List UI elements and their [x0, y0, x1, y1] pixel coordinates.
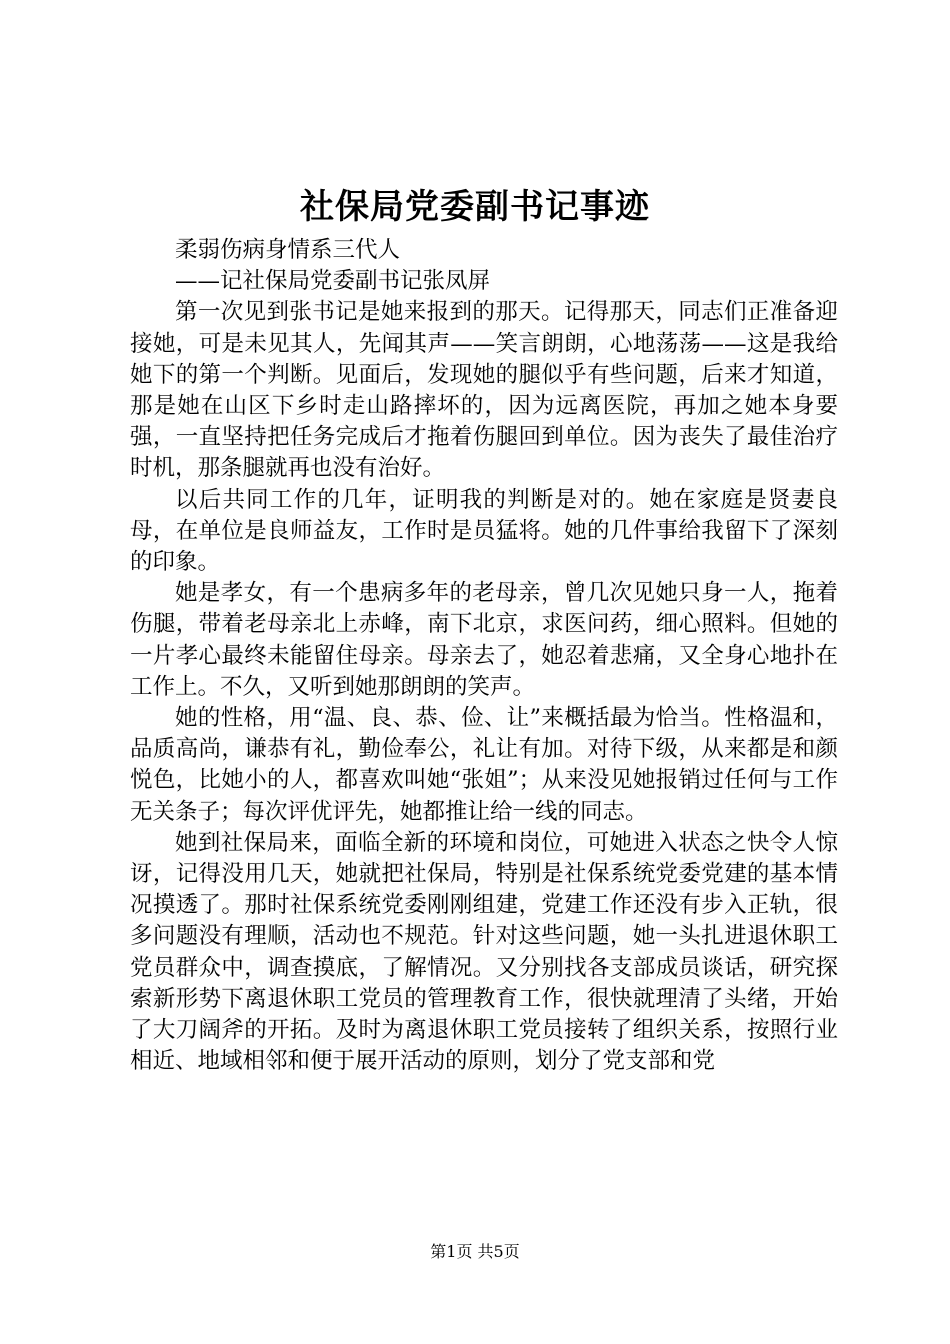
page-footer: 第1页 共5页: [430, 1242, 520, 1261]
paragraph-5: 她到社保局来，面临全新的环境和岗位，可她进入状态之快令人惊讶，记得没用几天，她就把社保局，特别是社保系统党委党建的基本情况摸透了。那时社保系统党委刚刚组建，党建工作还没有步入正轨，很多问题没有理顺，活动也不规范。针对这些问题，她一头扎进退休职工党员群众中，调查摸底，了解情况。又分别找各支部成员谈话，研究探索新形势下离退休职工党员的管理教育工作，很快就理清了头绪，开始了大刀阔斧的开拓。及时为离退休职工党员接转了组织关系，按照行业相近、地域相邻和便于展开活动的原则，划分了党支部和党: [130, 829, 838, 1075]
paragraph-3: 她是孝女，有一个患病多年的老母亲，曾几次见她只身一人，拖着伤腿，带着老母亲北上赤峰，南下北京，求医问药，细心照料。但她的一片孝心最终未能留住母亲。母亲去了，她忍着悲痛，又全身心地扑在工作上。不久，又听到她那朗朗的笑声。: [130, 580, 838, 700]
subtitle-line-2: ——记社保局党委副书记张凤屏: [175, 268, 491, 295]
paragraph-1: 第一次见到张书记是她来报到的那天。记得那天，同志们正准备迎接她，可是未见其人，先闻其声——笑言朗朗，心地荡荡——这是我给她下的第一个判断。见面后，发现她的腿似乎有些问题，后来才知道，那是她在山区下乡时走山路摔坏的，因为远离医院，再加之她本身要强，一直坚持把任务完成后才拖着伤腿回到单位。因为丧失了最佳治疗时机，那条腿就再也没有治好。: [130, 299, 838, 482]
document-title: 社保局党委副书记事迹: [300, 187, 650, 227]
subtitle-line-1: 柔弱伤病身情系三代人: [175, 237, 401, 263]
paragraph-2: 以后共同工作的几年，证明我的判断是对的。她在家庭是贤妻良母，在单位是良师益友，工作时是员猛将。她的几件事给我留下了深刻的印象。: [130, 486, 838, 576]
document-body: [130, 235, 838, 1077]
paragraph-4: 她的性格，用“温、良、恭、俭、让”来概括最为恰当。性格温和，品质高尚，谦恭有礼，勤俭奉公，礼让有加。对待下级，从来都是和颜悦色，比她小的人，都喜欢叫她“张姐”；从来没见她报销过任何与工作无关条子；每次评优评先，她都推让给一线的同志。: [130, 705, 838, 825]
